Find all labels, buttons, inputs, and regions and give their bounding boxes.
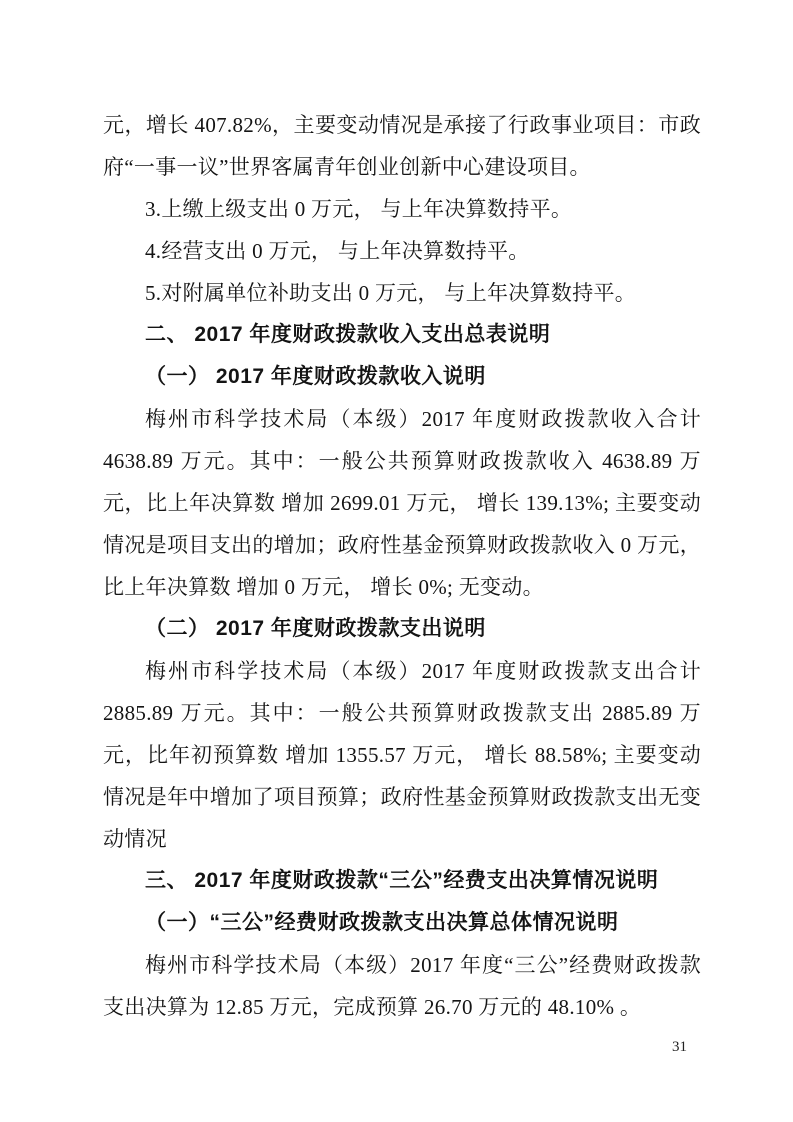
section-heading: （一） 2017 年度财政拨款收入说明	[145, 365, 486, 388]
section-heading: 二、 2017 年度财政拨款收入支出总表说明	[145, 323, 551, 346]
section-heading: （一）“三公”经费财政拨款支出决算总体情况说明	[145, 911, 619, 934]
document-body	[103, 104, 701, 1028]
paragraph: 元，增长 407.82%，主要变动情况是承接了行政事业项目：市政府“一事一议”世界客属青年创业创新中心建设项目。	[103, 113, 701, 179]
paragraph: 梅州市科学技术局（本级）2017 年度财政拨款支出合计 2885.89 万元。其中：一般公共预算财政拨款支出 2885.89 万元，比年初预算数 增加 1355.57 万元， 增长 88.58%; 主要变动情况是年中增加了项目预算；政府性基金预算财政拨款支出无变动情况	[103, 659, 701, 851]
paragraph: 3.上缴上级支出 0 万元， 与上年决算数持平。	[145, 197, 573, 221]
paragraph: 梅州市科学技术局（本级）2017 年度财政拨款收入合计 4638.89 万元。其中：一般公共预算财政拨款收入 4638.89 万元，比上年决算数 增加 2699.01 万元， 增长 139.13%; 主要变动情况是项目支出的增加；政府性基金预算财政拨款收入 0 万元，比上年决算数 增加 0 万元， 增长 0%; 无变动。	[103, 407, 701, 599]
section-heading: （二） 2017 年度财政拨款支出说明	[145, 617, 486, 640]
page-number: 31	[672, 1039, 687, 1055]
paragraph: 梅州市科学技术局（本级）2017 年度“三公”经费财政拨款支出决算为 12.85 万元，完成预算 26.70 万元的 48.10% 。	[103, 953, 701, 1019]
paragraph: 5.对附属单位补助支出 0 万元， 与上年决算数持平。	[145, 281, 637, 305]
section-heading: 三、 2017 年度财政拨款“三公”经费支出决算情况说明	[145, 869, 659, 892]
paragraph: 4.经营支出 0 万元， 与上年决算数持平。	[145, 239, 530, 263]
